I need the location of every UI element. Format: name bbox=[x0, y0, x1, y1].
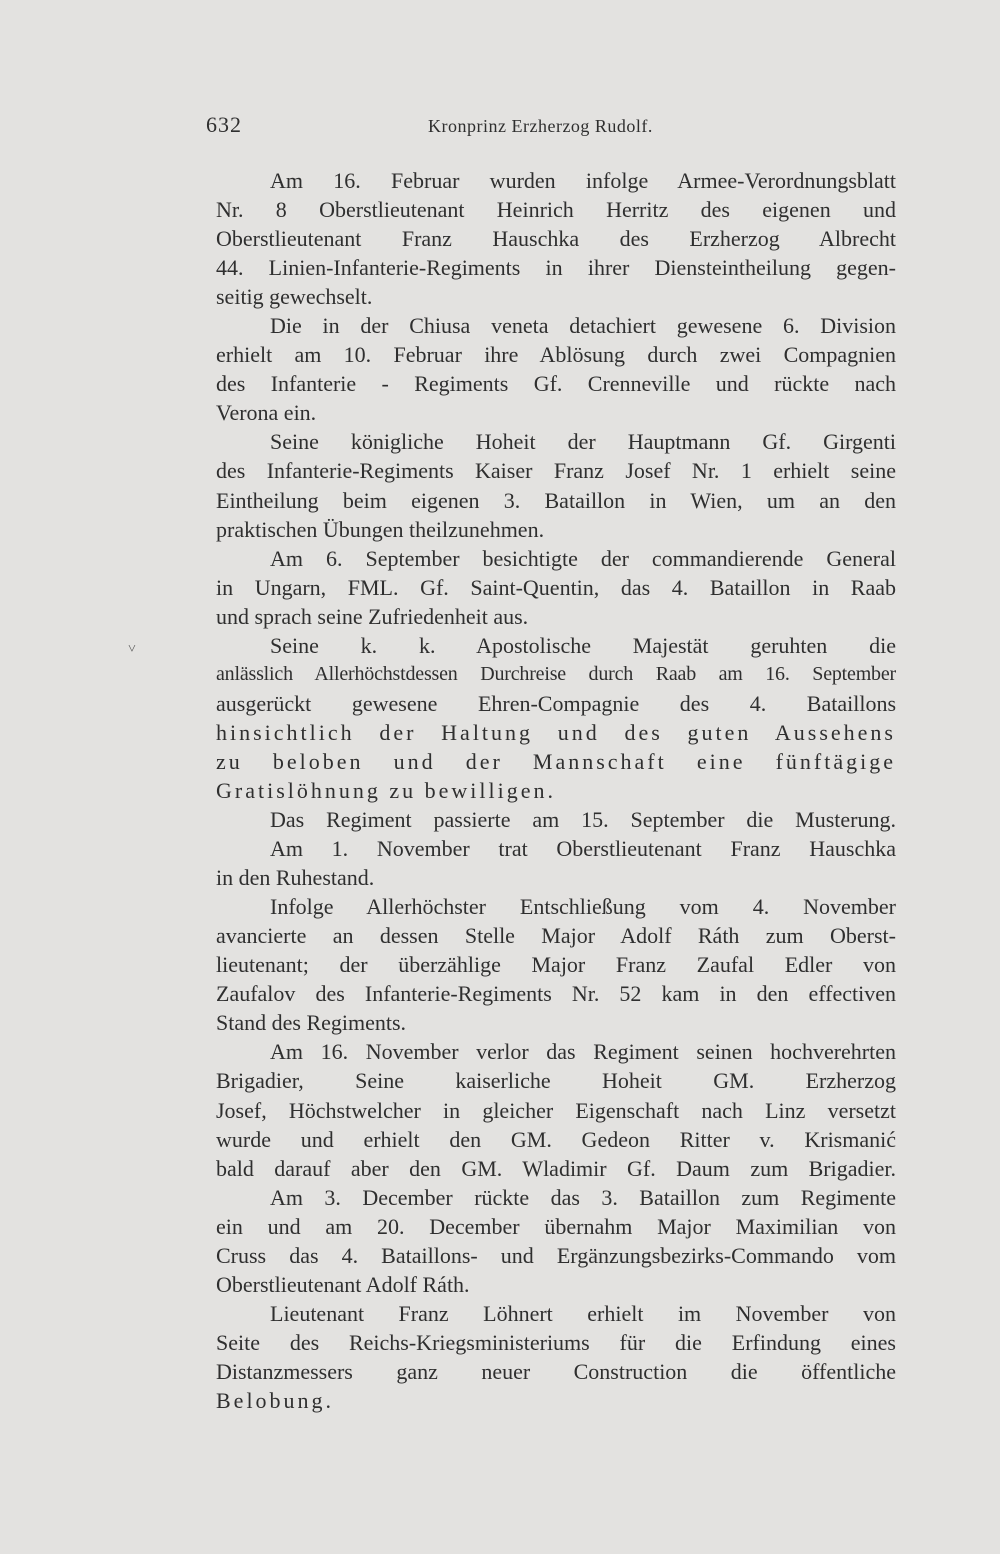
text-line: und sprach seine Zufriedenheit aus. bbox=[216, 603, 529, 629]
text-line: zu beloben und der Mannschaft eine fünftägige bbox=[216, 748, 896, 774]
page-number: 632 bbox=[206, 112, 242, 137]
text-line: Belobung. bbox=[216, 1387, 335, 1413]
text-line: Seite des Reichs-Kriegsministeriums für die Erfindung eines bbox=[216, 1329, 896, 1355]
text-line: des Infanterie-Regiments Kaiser Franz Josef Nr. 1 erhielt seine bbox=[216, 458, 896, 484]
text-line: hinsichtlich der Haltung und des guten Aussehens bbox=[216, 719, 896, 745]
text-line: Seine königliche Hoheit der Hauptmann Gf. Girgenti bbox=[270, 429, 896, 455]
text-line: ausgerückt gewesene Ehren-Compagnie des 4. Bataillons bbox=[216, 690, 896, 716]
text-line: Am 3. December rückte das 3. Bataillon zum Regimente bbox=[270, 1184, 896, 1210]
text-line: Seine k. k. Apostolische Majestät geruhten die bbox=[270, 632, 896, 658]
text-line: Das Regiment passierte am 15. September die Musterung. bbox=[270, 807, 896, 833]
text-line: Josef, Höchstwelcher in gleicher Eigenschaft nach Linz versetzt bbox=[216, 1097, 896, 1123]
text-line: Distanzmessers ganz neuer Construction die öffentliche bbox=[216, 1358, 896, 1384]
running-title: Kronprinz Erzherzog Rudolf. bbox=[428, 116, 653, 136]
text-line: praktischen Übungen theilzunehmen. bbox=[216, 516, 545, 542]
text-line: Gratislöhnung zu bewilligen. bbox=[216, 777, 557, 803]
text-line: Lieutenant Franz Löhnert erhielt im November von bbox=[270, 1300, 896, 1326]
text-line: bald darauf aber den GM. Wladimir Gf. Daum zum Brigadier. bbox=[216, 1155, 896, 1181]
text-line: Am 16. Februar wurden infolge Armee-Verordnungsblatt bbox=[270, 168, 896, 193]
text-line: des Infanterie - Regiments Gf. Crenneville und rückte nach bbox=[216, 371, 896, 397]
text-line: erhielt am 10. Februar ihre Ablösung durch zwei Compagnien bbox=[216, 342, 896, 368]
text-line: anlässlich Allerhöchstdessen Durchreise durch Raab am 16. September bbox=[216, 662, 896, 685]
text-line: seitig gewechselt. bbox=[216, 284, 373, 310]
text-line: Oberstlieutenant Franz Hauschka des Erzherzog Albrecht bbox=[216, 226, 896, 252]
text-line: Die in der Chiusa veneta detachiert gewesene 6. Division bbox=[270, 313, 896, 339]
stray-mark: ˅ bbox=[128, 642, 136, 657]
text-line: Stand des Regiments. bbox=[216, 1010, 407, 1036]
text-line: in Ungarn, FML. Gf. Saint-Quentin, das 4. Bataillon in Raab bbox=[216, 574, 896, 600]
text-line: Infolge Allerhöchster Entschließung vom 4. November bbox=[270, 894, 896, 920]
page-header bbox=[206, 112, 694, 144]
text-line: Eintheilung beim eigenen 3. Bataillon in Wien, um an den bbox=[216, 487, 896, 513]
text-line: Nr. 8 Oberstlieutenant Heinrich Herritz des eigenen und bbox=[216, 197, 896, 223]
body-text bbox=[216, 166, 896, 1415]
text-line: wurde und erhielt den GM. Gedeon Ritter v. Krismanić bbox=[216, 1126, 896, 1152]
text-line: Brigadier, Seine kaiserliche Hoheit GM. Erzherzog bbox=[216, 1068, 896, 1094]
text-line: Zaufalov des Infanterie-Regiments Nr. 52 kam in den effectiven bbox=[216, 981, 896, 1007]
text-line: ein und am 20. December übernahm Major Maximilian von bbox=[216, 1213, 896, 1239]
text-line: Am 6. September besichtigte der commandierende General bbox=[270, 545, 896, 571]
text-line: Verona ein. bbox=[216, 400, 317, 426]
text-line: Oberstlieutenant Adolf Ráth. bbox=[216, 1271, 470, 1297]
text-line: avancierte an dessen Stelle Major Adolf Ráth zum Oberst- bbox=[216, 923, 896, 949]
text-line: 44. Linien-Infanterie-Regiments in ihrer Diensteintheilung gegen- bbox=[216, 255, 896, 281]
text-line: Am 1. November trat Oberstlieutenant Franz Hauschka bbox=[270, 836, 896, 862]
text-line: Cruss das 4. Bataillons- und Ergänzungsbezirks-Commando vom bbox=[216, 1242, 896, 1268]
text-line: in den Ruhestand. bbox=[216, 865, 375, 891]
text-line: Am 16. November verlor das Regiment seinen hochverehrten bbox=[270, 1039, 896, 1065]
text-line: lieutenant; der überzählige Major Franz Zaufal Edler von bbox=[216, 952, 896, 978]
